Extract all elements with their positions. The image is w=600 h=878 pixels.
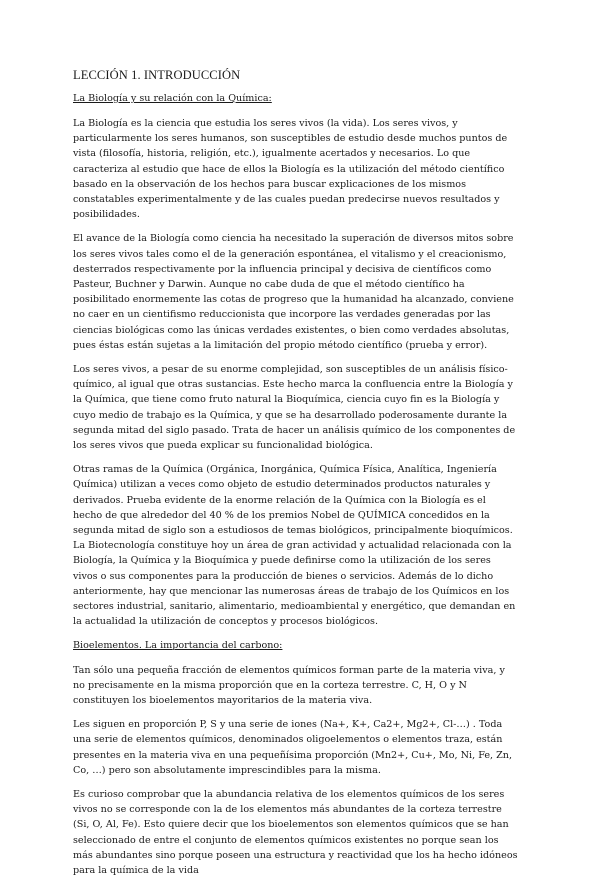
- paragraph: Los seres vivos, a pesar de su enorme complejidad, son susceptibles de un análisis físico-químico, al igual que otras sustancias. Este hecho marca la confluencia entre la Biología y la Química, que tiene como fruto natural la Bioquímica, ciencia cuyo fin es la Biología y cuyo medio de trabajo es la Química, y que se ha desarrollado poderosamente durante la segunda mitad del siglo pasado. Trata de hacer un análisis químico de los componentes de los seres vivos que pueda explicar su funcionalidad biológica.: [73, 364, 516, 452]
- section-heading-bioelementos: Bioelementos. La importancia del carbono:: [73, 639, 283, 651]
- lesson-title: LECCIÓN 1. INTRODUCCIÓN: [73, 68, 241, 82]
- paragraph: Les siguen en proporción P, S y una serie de iones (Na+, K+, Ca2+, Mg2+, Cl-…) . Toda una serie de elementos químicos, denominados oligoelementos o elementos traza, están presentes en la materia viva en una pequeñísima proporción (Mn2+, Cu+, Mo, Ni, Fe, Zn, Co, …) pero son absolutamente imprescindibles para la misma.: [73, 719, 512, 776]
- paragraph: El avance de la Biología como ciencia ha necesitado la superación de diversos mitos sobre los seres vivos tales como el de la generación espontánea, el vitalismo y el creacionismo, desterrados respectivamente por la influencia principal y decisiva de científicos como Pasteur, Buchner y Darwin. Aunque no cabe duda de que el método científico ha posibilitado enormemente las cotas de progreso que la humanidad ha alcanzado, conviene no caer en un cientifismo reduccionista que incorpore las verdades generadas por las ciencias biológicas como las únicas verdades existentes, o bien como verdades absolutas, pues éstas están sujetas a la limitación del propio método científico (prueba y error).: [73, 233, 514, 351]
- section-heading-biologia-quimica: La Biología y su relación con la Química:: [73, 93, 272, 104]
- paragraph: Es curioso comprobar que la abundancia relativa de los elementos químicos de los seres vivos no se corresponde con la de los elementos más abundantes de la corteza terrestre (Si, O, Al, Fe). Esto quiere decir que los bioelementos son elementos químicos que se han seleccionado de entre el conjunto de elementos químicos existentes no porque sean los más abundantes sino porque poseen una estructura y reactividad que los ha hecho idóneos para la química de la vida: [73, 788, 518, 876]
- paragraph: Otras ramas de la Química (Orgánica, Inorgánica, Química Física, Analítica, Ingeniería Química) utilizan a veces como objeto de estudio determinados productos naturales y derivados. Prueba evidente de la enorme relación de la Química con la Biología es el hecho de que alrededor del 40 % de los premios Nobel de QUÍMICA concedidos en la segunda mitad de siglo son a estudiosos de temas biológicos, principalmente bioquímicos. La Biotecnología constituye hoy un área de gran actividad y actualidad relacionada con la Biología, la Química y la Bioquímica y puede definirse como la utilización de los seres vivos o sus componentes para la producción de bienes o servicios. Además de lo dicho anteriormente, hay que mencionar las numerosas áreas de trabajo de los Químicos en los sectores industrial, sanitario, alimentario, medioambiental y energético, que demandan en la actualidad la utilización de conceptos y procesos biológicos.: [73, 464, 516, 628]
- paragraph: Tan sólo una pequeña fracción de elementos químicos forman parte de la materia viva, y no precisamente en la misma proporción que en la corteza terrestre. C, H, O y N constituyen los bioelementos mayoritarios de la materia viva.: [73, 664, 505, 706]
- paragraph: La Biología es la ciencia que estudia los seres vivos (la vida). Los seres vivos, y particularmente los seres humanos, son susceptibles de estudio desde muchos puntos de vista (filosofía, historia, religión, etc.), igualmente acertados y necesarios. Lo que caracteriza al estudio que hace de ellos la Biología es la utilización del método científico basado en la observación de los hechos para buscar explicaciones de los mismos constatables experimentalmente y de las cuales puedan predecirse nuevos resultados y posibilidades.: [73, 118, 508, 221]
